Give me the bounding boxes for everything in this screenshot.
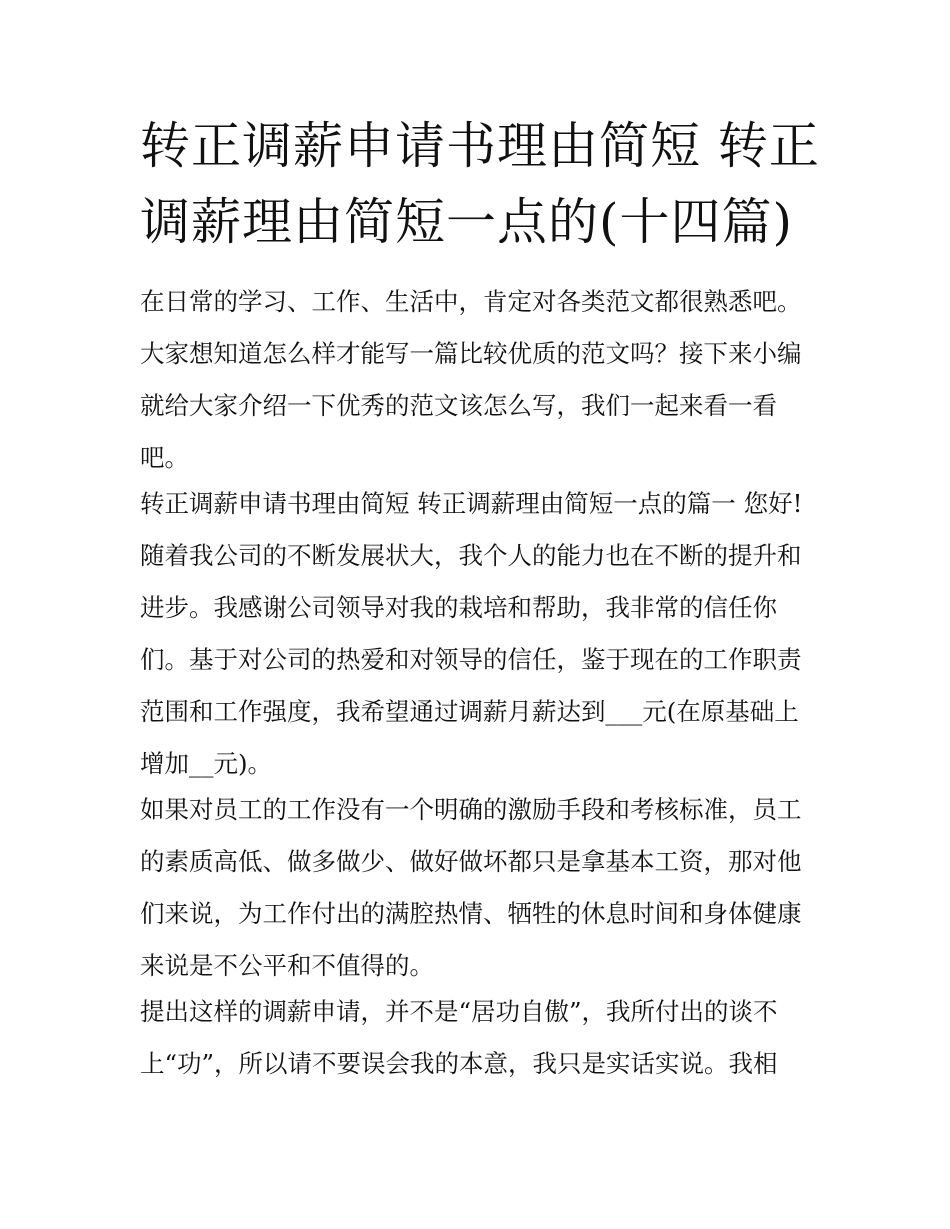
body-paragraph-3: 提出这样的调薪申请，并不是“居功自傲”，我所付出的谈不 上“功”，所以请不要误会我的本意，我只是实话实说。我相: [140, 997, 778, 1078]
document-title: 转正调薪申请书理由简短 转正 调薪理由简短一点的(十四篇): [140, 117, 820, 251]
body-paragraph-1: 转正调薪申请书理由简短 转正调薪理由简短一点的篇一 您好! 随着我公司的不断发展状大，我个人的能力也在不断的提升和 进步。我感谢公司领导对我的栽培和帮助，我非常的信任你 们。基于对公司的热爱和对领导的信任，鉴于现在的工作职责 范围和工作强度，我希望通过调薪月薪达到___元(在原基础上 增加__元)。: [140, 489, 803, 778]
intro-paragraph: 在日常的学习、工作、生活中，肯定对各类范文都很熟悉吧。 大家想知道怎么样才能写一篇比较优质的范文吗？接下来小编 就给大家介绍一下优秀的范文该怎么写，我们一起来看一看 吧。: [140, 287, 802, 472]
body-paragraph-2: 如果对员工的工作没有一个明确的激励手段和考核标准，员工 的素质高低、做多做少、做好做坏都只是拿基本工资，那对他 们来说，为工作付出的满腔热情、牺牲的休息时间和身体健康 来说是不公平和不值得的。: [140, 795, 802, 980]
